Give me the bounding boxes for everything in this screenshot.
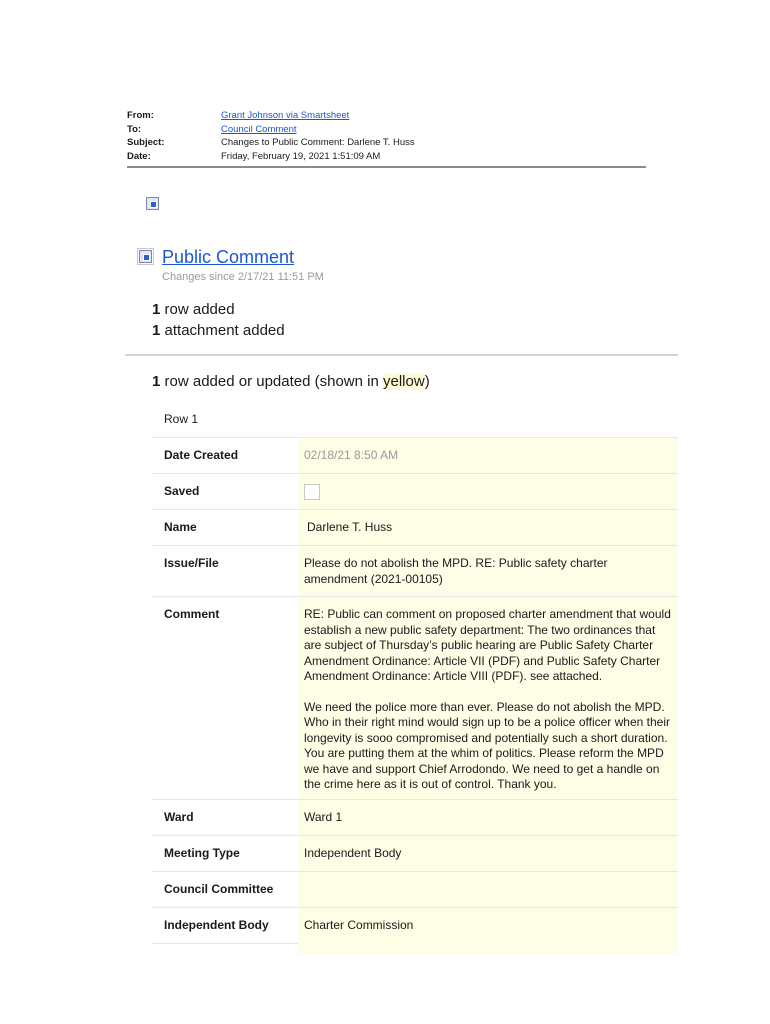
date-label: Date: (127, 150, 151, 162)
field-label: Ward (164, 810, 194, 824)
broken-image-icon (146, 197, 159, 210)
field-value (299, 597, 678, 799)
changes-since: Changes since 2/17/21 11:51 PM (162, 271, 324, 283)
saved-checkbox[interactable] (304, 484, 320, 500)
row-label: Row 1 (164, 412, 199, 426)
rows-added-summary (152, 301, 235, 318)
field-value: Darlene T. Huss (299, 510, 678, 545)
updated-summary (152, 373, 430, 390)
rows-added-count: 1 (152, 301, 161, 318)
header-divider (127, 166, 646, 168)
field-value: 02/18/21 8:50 AM (299, 438, 678, 473)
updated-count: 1 (152, 373, 161, 390)
field-value (299, 474, 678, 509)
subject-label: Subject: (127, 137, 165, 148)
field-label: Independent Body (164, 918, 269, 932)
table-row (152, 509, 678, 545)
updated-text: row added or updated (shown in (164, 373, 379, 390)
sheet-logo (137, 248, 154, 265)
field-label: Comment (164, 607, 220, 621)
email-header (127, 109, 415, 163)
field-label: Date Created (164, 448, 239, 462)
field-label: Council Committee (164, 882, 274, 896)
to-link[interactable]: Council Comment (221, 123, 297, 135)
updated-close: ) (424, 373, 430, 390)
table-tail (298, 936, 678, 954)
field-label: Saved (164, 484, 200, 498)
field-label: Name (164, 520, 197, 534)
table-row (152, 835, 678, 871)
row-details-table (152, 437, 678, 944)
table-row (152, 799, 678, 835)
section-divider (125, 354, 678, 356)
comment-paragraph: We need the police more than ever. Please do not abolish the MPD. Who in their right mind would sign up to be a police officer when their longevity is sooo compromised and potentially such a short duration. You are putting them at the whim of politics. Please reform the MPD we have and support Chief Arrodondo. We need to get a handle on the crime here as it is out of control. Thank you. (304, 699, 670, 791)
field-value (299, 872, 678, 907)
table-row (152, 596, 678, 799)
field-value: Independent Body (299, 836, 678, 871)
attachments-text: attachment added (164, 322, 285, 339)
field-label: Issue/File (164, 556, 219, 570)
field-value: Ward 1 (299, 800, 678, 835)
to-label: To: (127, 123, 142, 135)
table-row (152, 545, 678, 596)
rows-added-text: row added (164, 301, 235, 318)
field-label: Meeting Type (164, 846, 240, 860)
sheet-title-link[interactable]: Public Comment (162, 247, 295, 267)
from-link[interactable]: Grant Johnson via Smartsheet (221, 110, 350, 121)
table-row (152, 871, 678, 907)
from-label: From: (127, 110, 154, 121)
comment-paragraph: RE: Public can comment on proposed charter amendment that would establish a new public safety department: The two ordinances that are subject of Thursday’s public hearing are Public Safety Charter Amendment Ordinance: Article VII (PDF) and Public Safety Charter Amendment Ordinance: Article VIII (PDF). see attached. (304, 607, 671, 683)
sheet-image-icon (139, 250, 152, 263)
attachments-summary (152, 322, 285, 339)
table-row (152, 437, 678, 473)
date-value: Friday, February 19, 2021 1:51:09 AM (221, 150, 381, 162)
subject-value: Changes to Public Comment: Darlene T. Huss (221, 137, 415, 148)
yellow-highlight: yellow (383, 373, 425, 390)
field-value: Charter Commission (299, 908, 678, 943)
field-value: Please do not abolish the MPD. RE: Public safety charter amendment (2021-00105) (299, 546, 678, 596)
table-row (152, 473, 678, 509)
attachments-count: 1 (152, 322, 161, 339)
